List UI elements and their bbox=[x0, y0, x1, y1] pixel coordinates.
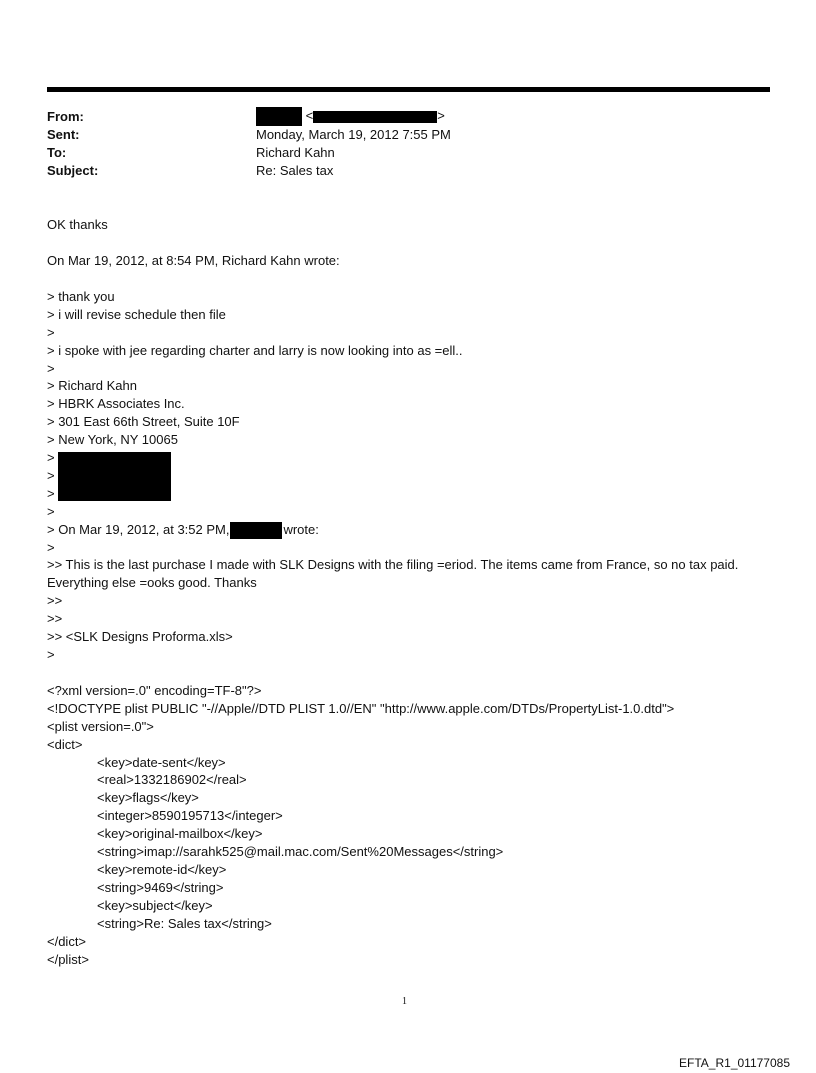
redaction-box bbox=[256, 107, 302, 126]
xml-line: <string>9469</string> bbox=[97, 880, 224, 895]
body-line: On Mar 19, 2012, at 8:54 PM, Richard Kahn wrote: bbox=[47, 253, 340, 268]
sent-value: Monday, March 19, 2012 7:55 PM bbox=[256, 127, 451, 142]
redaction-box bbox=[230, 522, 282, 539]
body-line: >> This is the last purchase I made with SLK Designs with the filing =eriod. The items came from France, so no tax paid. bbox=[47, 557, 739, 572]
from-bracket-open: < bbox=[305, 107, 314, 123]
body-line: > HBRK Associates Inc. bbox=[47, 396, 185, 411]
xml-line: <integer>8590195713</integer> bbox=[97, 808, 283, 823]
body-line: >> bbox=[47, 593, 63, 608]
body-line: Everything else =ooks good. Thanks bbox=[47, 575, 257, 590]
page-number: 1 bbox=[402, 996, 407, 1007]
body-line: > thank you bbox=[47, 289, 115, 304]
body-line: > bbox=[47, 540, 55, 555]
xml-line: <key>flags</key> bbox=[97, 790, 199, 805]
body-line: > 301 East 66th Street, Suite 10F bbox=[47, 414, 240, 429]
body-line: > bbox=[47, 647, 55, 662]
header-rule bbox=[47, 87, 770, 92]
body-line: > bbox=[47, 486, 55, 501]
body-line: > bbox=[47, 325, 55, 340]
xml-line: <?xml version=.0" encoding=TF-8"?> bbox=[47, 683, 262, 698]
body-line: >> <SLK Designs Proforma.xls> bbox=[47, 629, 233, 644]
redaction-box bbox=[313, 111, 437, 123]
xml-line: <plist version=.0"> bbox=[47, 719, 154, 734]
xml-line: <real>1332186902</real> bbox=[97, 772, 247, 787]
xml-line: </plist> bbox=[47, 952, 89, 967]
from-label: From: bbox=[47, 109, 84, 124]
body-line: > bbox=[47, 504, 55, 519]
xml-line: </dict> bbox=[47, 934, 87, 949]
xml-line: <dict> bbox=[47, 737, 83, 752]
xml-line: <key>date-sent</key> bbox=[97, 755, 226, 770]
bates-number: EFTA_R1_01177085 bbox=[679, 1056, 790, 1070]
sent-label: Sent: bbox=[47, 127, 80, 142]
xml-line: <key>original-mailbox</key> bbox=[97, 826, 263, 841]
xml-line: <string>Re: Sales tax</string> bbox=[97, 916, 272, 931]
body-line bbox=[47, 522, 319, 539]
body-line: >> bbox=[47, 611, 63, 626]
body-line: > i will revise schedule then file bbox=[47, 307, 226, 322]
to-value: Richard Kahn bbox=[256, 145, 335, 160]
body-line: > Richard Kahn bbox=[47, 378, 137, 393]
to-label: To: bbox=[47, 145, 67, 160]
xml-line: <key>remote-id</key> bbox=[97, 862, 227, 877]
body-line: > i spoke with jee regarding charter and larry is now looking into as =ell.. bbox=[47, 343, 463, 358]
body-line: > New York, NY 10065 bbox=[47, 432, 178, 447]
subject-label: Subject: bbox=[47, 163, 99, 178]
xml-line: <key>subject</key> bbox=[97, 898, 213, 913]
xml-line: <string>imap://sarahk525@mail.mac.com/Sent%20Messages</string> bbox=[97, 844, 504, 859]
body-line: > bbox=[47, 361, 55, 376]
from-bracket-close: > bbox=[437, 107, 445, 123]
body-line: > bbox=[47, 468, 55, 483]
xml-line: <!DOCTYPE plist PUBLIC "-//Apple//DTD PLIST 1.0//EN" "http://www.apple.com/DTDs/PropertyList-1.0.dtd"> bbox=[47, 701, 675, 716]
body-line: OK thanks bbox=[47, 217, 108, 232]
redaction-box bbox=[58, 452, 171, 501]
body-line: > bbox=[47, 450, 55, 465]
subject-value: Re: Sales tax bbox=[256, 163, 334, 178]
from-value bbox=[256, 107, 445, 126]
quote-header-text: > On Mar 19, 2012, at 3:52 PM, bbox=[47, 522, 230, 537]
quote-header-wrote: wrote: bbox=[283, 522, 319, 537]
